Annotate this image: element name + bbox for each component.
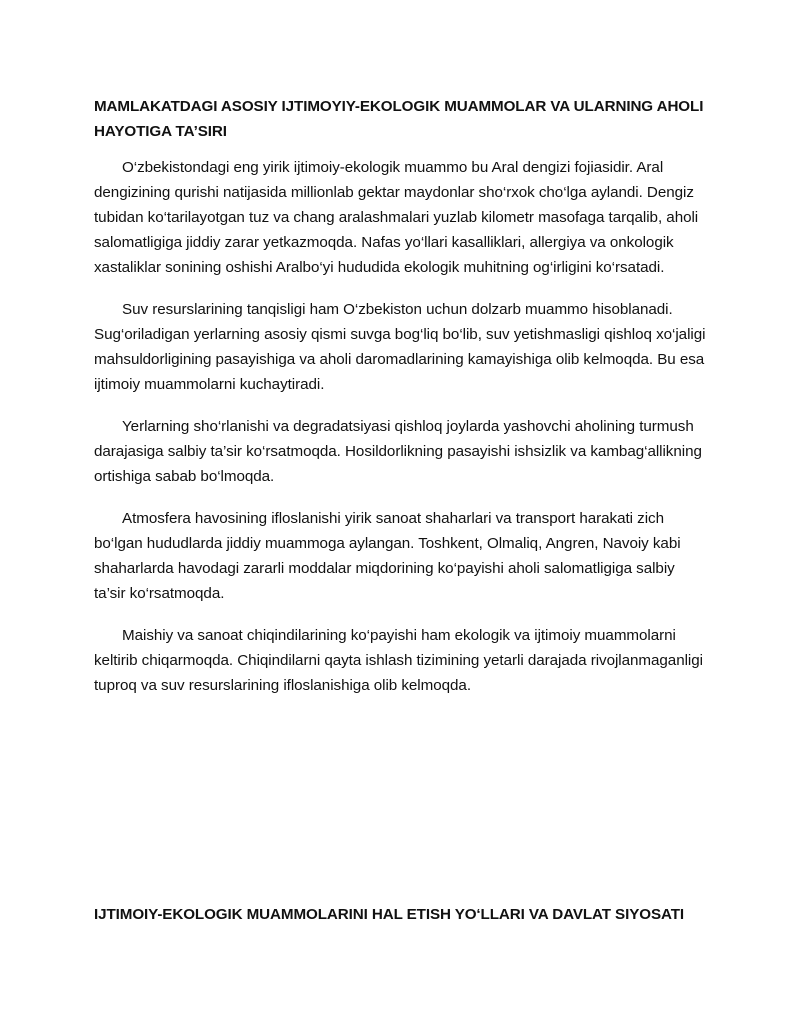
paragraph: Suv resurslarining tanqisligi ham O‘zbekiston uchun dolzarb muammo hisoblanadi. Sug‘oriladigan yerlarning asosiy qismi suvga bog‘liq bo‘lib, suv yetishmasligi qishloq xo‘jaligi mahsuldorligining pasayishiga va aholi daromadlarining kamayishiga olib kelmoqda. Bu esa ijtimoiy muammolarni kuchaytiradi. — [94, 301, 706, 393]
document-body — [94, 155, 706, 715]
section-title-2: IJTIMOIY-EKOLOGIK MUAMMOLARINI HAL ETISH YO‘LLARI VA DAVLAT SIYOSATI — [94, 906, 685, 923]
paragraph: Yerlarning sho‘rlanishi va degradatsiyasi qishloq joylarda yashovchi aholining turmush darajasiga salbiy ta’sir ko‘rsatmoqda. Hosildorlikning pasayishi ishsizlik va kambag‘allikning ortishiga sabab bo‘lmoqda. — [94, 418, 702, 485]
paragraph: O‘zbekistondagi eng yirik ijtimoiy-ekologik muammo bu Aral dengizi fojiasidir. Aral dengizining qurishi natijasida millionlab gektar maydonlar sho‘rxok cho‘lga aylandi. Dengiz tubidan ko‘tarilayotgan tuz va chang aralashmalari yuzlab kilometr masofaga tarqalib, aholi salomatligiga jiddiy zarar yetkazmoqda. Nafas yo‘llari kasalliklari, allergiya va onkologik xastaliklar sonining oshishi Aralbo‘yi hududida ekologik muhitning og‘irligini ko‘rsatadi. — [94, 159, 699, 276]
section-title: MAMLAKATDAGI ASOSIY IJTIMOYIY-EKOLOGIK MUAMMOLAR VA ULARNING AHOLI HAYOTIGA TA’SIRI — [94, 98, 704, 140]
paragraph: Maishiy va sanoat chiqindilarining ko‘payishi ham ekologik va ijtimoiy muammolarni keltirib chiqarmoqda. Chiqindilarni qayta ishlash tizimining yetarli darajada rivojlanmaganligi tuproq va suv resurslarining ifloslanishiga olib kelmoqda. — [94, 627, 703, 694]
paragraph: Atmosfera havosining ifloslanishi yirik sanoat shaharlari va transport harakati zich bo‘lgan hududlarda jiddiy muammoga aylangan. Toshkent, Olmaliq, Angren, Navoiy kabi shaharlarda havodagi zararli moddalar miqdorining ko‘payishi aholi salomatligiga salbiy ta’sir ko‘rsatmoqda. — [94, 510, 681, 602]
